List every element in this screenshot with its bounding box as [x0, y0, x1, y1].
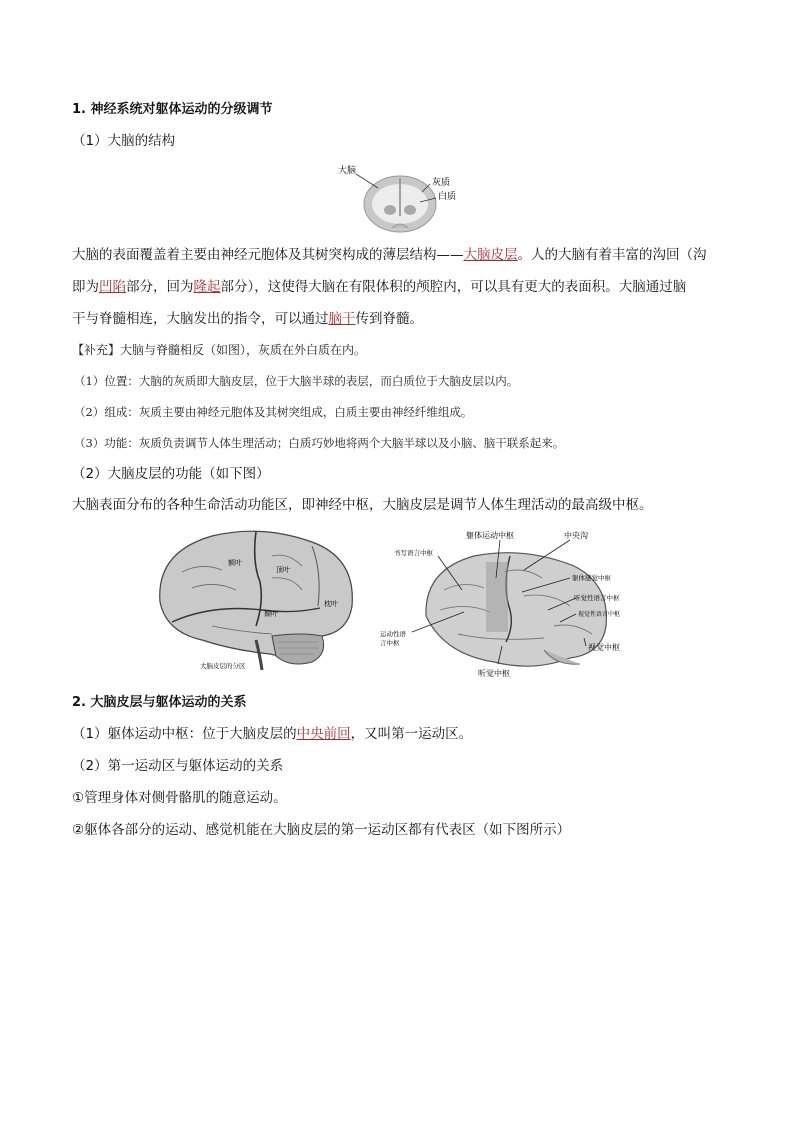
section2-point2: ②躯体各部分的运动、感觉机能在大脑皮层的第一运动区都有代表区（如下图所示）: [72, 822, 571, 838]
figure-caption-cortex-lobes: 大脑皮层的分区: [200, 662, 246, 670]
paragraph-cortex-line3: [72, 309, 423, 329]
label-motor-language-center-2: 言中枢: [380, 639, 400, 647]
subheading-cortex-function: （2）大脑皮层的功能（如下图）: [72, 466, 270, 482]
text: （1）躯体运动中枢：位于大脑皮层的: [72, 726, 297, 742]
highlight-cerebral-cortex: 大脑皮层: [463, 247, 518, 263]
label-motor-language-center-1: 运动性语: [380, 630, 406, 638]
supplement-function: （3）功能：灰质负责调节人体生理活动；白质巧妙地将两个大脑半球以及小脑、脑干联系起来。: [74, 436, 565, 450]
text: ，又叫第一运动区。: [350, 726, 473, 742]
label-frontal-lobe: 额叶: [228, 559, 242, 567]
label-temporal-lobe: 颞叶: [264, 610, 278, 618]
highlight-sulcus: 凹陷: [99, 279, 126, 295]
label-parietal-lobe: 顶叶: [276, 566, 290, 574]
label-brain: 大脑: [338, 166, 357, 176]
subheading-brain-structure: （1）大脑的结构: [72, 133, 176, 149]
text: 。人的大脑有着丰富的沟回（沟: [517, 247, 707, 263]
label-visual-language-center: 视觉性语言中枢: [578, 611, 621, 618]
section1-title: 1. 神经系统对躯体运动的分级调节: [72, 102, 273, 117]
label-occipital-lobe: 枕叶: [324, 600, 338, 608]
highlight-gyrus: 隆起: [193, 279, 221, 295]
label-gray-matter: 灰质: [432, 178, 451, 188]
supplement-composition: （2）组成：灰质主要由神经元胞体及其树突组成，白质主要由神经纤维组成。: [74, 405, 473, 419]
paragraph-cortex-areas: 大脑表面分布的各种生命活动功能区，即神经中枢，大脑皮层是调节人体生理活动的最高级中枢。: [72, 497, 653, 513]
label-somatic-motor-center: 躯体运动中枢: [466, 531, 514, 540]
label-central-sulcus: 中央沟: [564, 531, 588, 540]
text: 大脑的表面覆盖着主要由神经元胞体及其树突构成的薄层结构——: [72, 247, 464, 263]
label-auditory-language-center: 听觉性语言中枢: [574, 594, 620, 602]
brain-coronal-figure: [334, 158, 464, 238]
cortex-centers-figure: [374, 526, 654, 680]
text: 即为: [72, 279, 99, 295]
section2-motor-center: [72, 724, 472, 744]
highlight-precentral-gyrus: 中央前回: [296, 726, 351, 742]
label-visual-center: 视觉中枢: [588, 643, 620, 652]
text: 部分），这使得大脑在有限体积的颅腔内，可以具有更大的表面积。大脑通过脑: [220, 279, 687, 295]
label-somatosensory-center: 躯体感觉中枢: [572, 574, 611, 582]
label-auditory-center: 听觉中枢: [478, 669, 510, 678]
text: 部分，回为: [126, 279, 194, 295]
section2-relationship-heading: （2）第一运动区与躯体运动的关系: [72, 758, 284, 774]
highlight-brainstem: 脑干: [328, 311, 356, 327]
section2-title: 2. 大脑皮层与躯体运动的关系: [72, 695, 247, 710]
supplement-heading: 【补充】大脑与脊髓相反（如图），灰质在外白质在内。: [72, 343, 367, 357]
text: 干与脊髓相连，大脑发出的指令，可以通过: [72, 311, 329, 327]
text: 传到脊髓。: [355, 311, 423, 327]
cortex-lobes-figure: [152, 522, 360, 672]
supplement-position: （1）位置：大脑的灰质即大脑皮层，位于大脑半球的表层，而白质位于大脑皮层以内。: [74, 374, 519, 388]
paragraph-cortex-line1: [72, 245, 707, 265]
section2-point1: ①管理身体对侧骨骼肌的随意运动。: [72, 790, 287, 806]
label-white-matter: 白质: [438, 192, 457, 202]
paragraph-cortex-line2: [72, 277, 686, 297]
label-writing-language-center: 书写语言中枢: [394, 549, 433, 557]
